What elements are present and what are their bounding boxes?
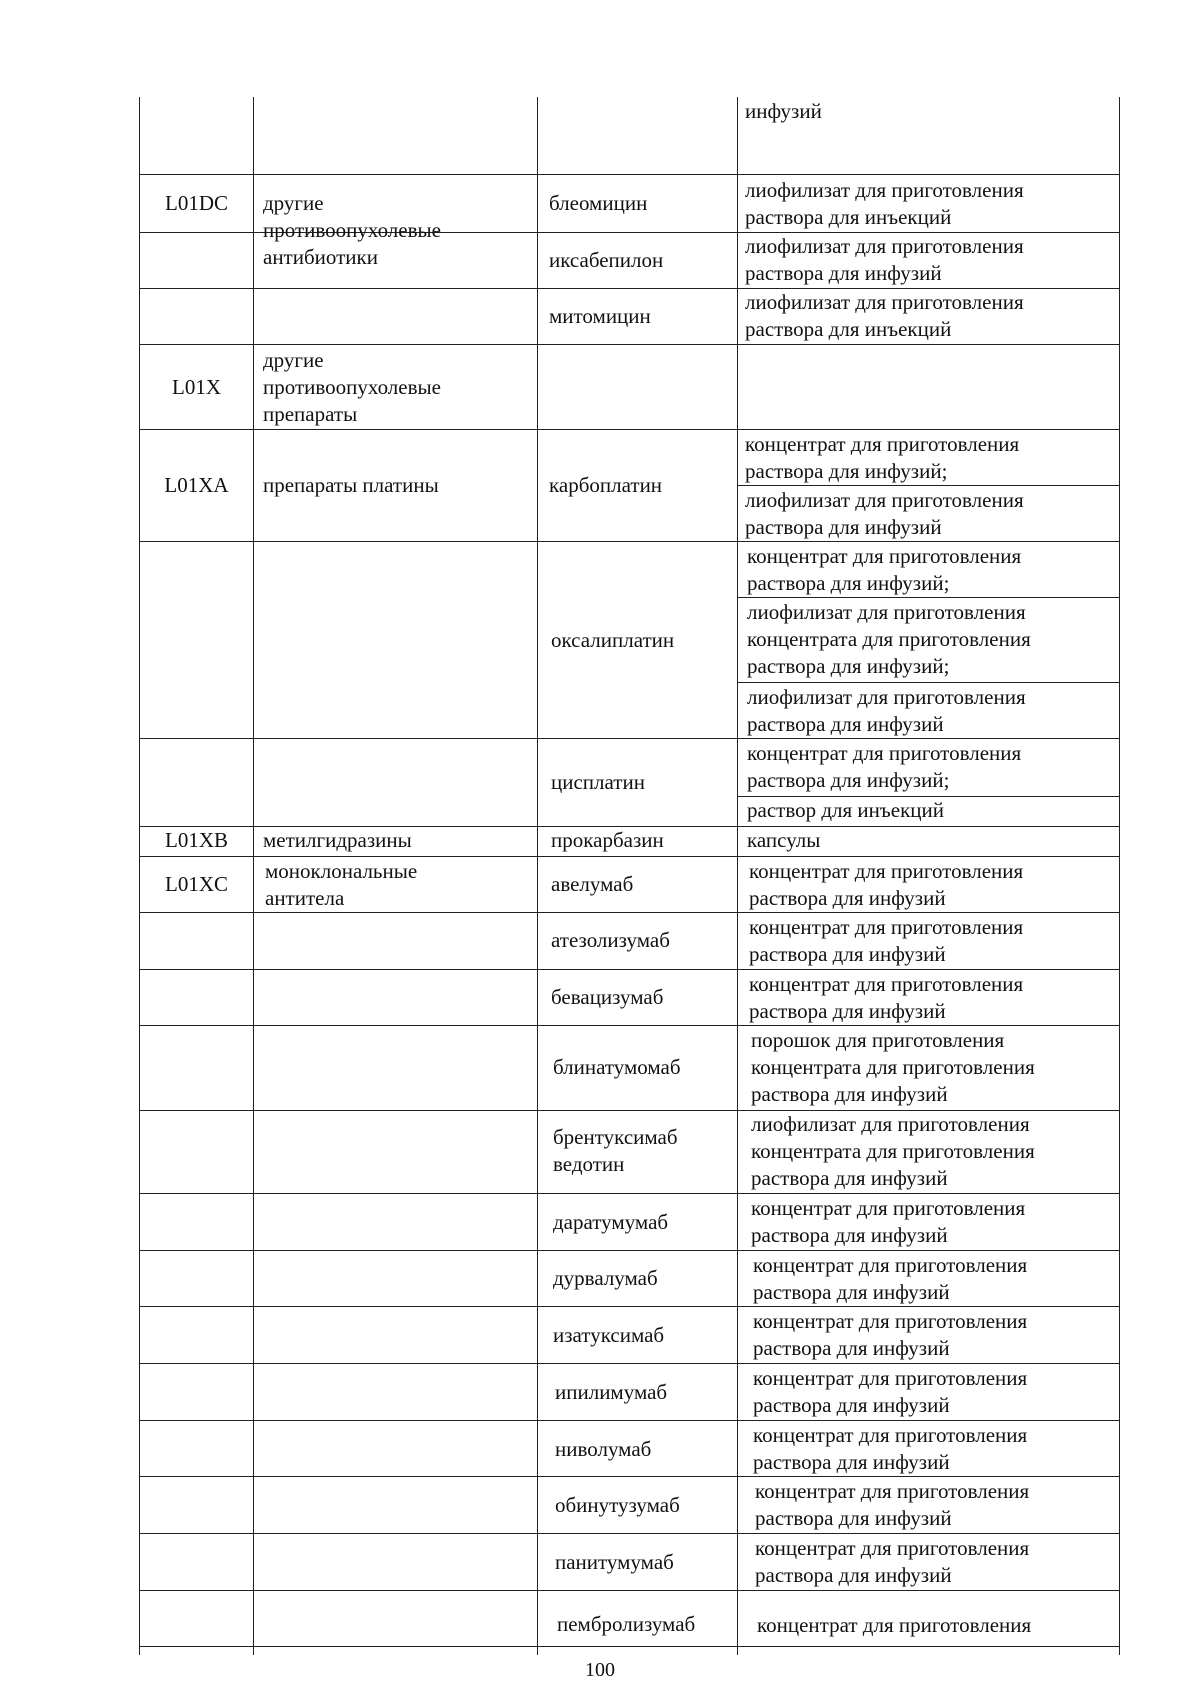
drug-name: ниволумаб — [555, 1437, 652, 1461]
dosage-form: концентрат для приготовления раствора для инфузий — [753, 1423, 1028, 1474]
group-name: препараты платины — [263, 473, 439, 497]
dosage-form: концентрат для приготовления раствора для инфузий; — [747, 544, 1022, 595]
dosage-form: лиофилизат для приготовления концентрата для приготовления раствора для инфузий — [751, 1112, 1035, 1190]
row-border — [139, 1250, 1120, 1251]
dosage-form: лиофилизат для приготовления раствора для инъекций — [745, 290, 1024, 341]
group-name: моноклональные антитела — [265, 859, 418, 910]
drug-name: митомицин — [549, 304, 651, 328]
dosage-form: лиофилизат для приготовления раствора для инфузий — [745, 488, 1024, 539]
row-border — [139, 1590, 1120, 1591]
dosage-form: концентрат для приготовления раствора для инфузий — [751, 1196, 1026, 1247]
atc-code: L01XA — [164, 473, 229, 497]
row-border — [139, 429, 1120, 430]
atc-code: L01XB — [165, 828, 228, 852]
row-border — [139, 174, 1120, 175]
group-name: метилгидразины — [263, 828, 412, 852]
row-border — [139, 1025, 1120, 1026]
form-subrow-border — [737, 597, 1120, 598]
drug-name: дурвалумаб — [553, 1266, 658, 1290]
group-name: другие противоопухолевые препараты — [263, 348, 441, 426]
row-border — [139, 1363, 1120, 1364]
dosage-form: концентрат для приготовления раствора для инфузий — [755, 1479, 1030, 1530]
row-border — [139, 1193, 1120, 1194]
atc-code: L01DC — [165, 191, 228, 215]
dosage-form: концентрат для приготовления раствора для инфузий — [753, 1309, 1028, 1360]
drug-name: прокарбазин — [551, 828, 664, 852]
dosage-form: концентрат для приготовления раствора для инфузий — [755, 1536, 1030, 1587]
dosage-form: раствор для инъекций — [747, 798, 944, 822]
drug-name: оксалиплатин — [551, 628, 675, 652]
dosage-form: концентрат для приготовления — [757, 1613, 1032, 1637]
row-border — [139, 1306, 1120, 1307]
dosage-form: концентрат для приготовления раствора для инфузий — [749, 859, 1024, 910]
dosage-form: лиофилизат для приготовления концентрата для приготовления раствора для инфузий; — [747, 600, 1031, 678]
dosage-form: инфузий — [745, 99, 822, 123]
drug-name: панитумумаб — [555, 1550, 674, 1574]
drug-name: брентуксимаб ведотин — [553, 1125, 678, 1176]
column-divider-group-drug — [537, 97, 538, 1655]
form-subrow-border — [737, 485, 1120, 486]
row-border — [139, 969, 1120, 970]
drug-name: бевацизумаб — [551, 985, 664, 1009]
table-border-bottom — [139, 1646, 1120, 1647]
drug-name: изатуксимаб — [553, 1323, 665, 1347]
drug-name: авелумаб — [551, 872, 634, 896]
drug-name: цисплатин — [551, 770, 645, 794]
drug-name: карбоплатин — [549, 473, 663, 497]
drug-name: пембролизумаб — [557, 1612, 696, 1636]
table-border-right — [1119, 97, 1120, 1655]
dosage-form: лиофилизат для приготовления раствора для инъекций — [745, 178, 1024, 229]
form-subrow-border — [737, 682, 1120, 683]
dosage-form: концентрат для приготовления раствора для инфузий; — [745, 432, 1020, 483]
dosage-form: концентрат для приготовления раствора для инфузий; — [747, 741, 1022, 792]
dosage-form: концентрат для приготовления раствора для инфузий — [753, 1253, 1028, 1304]
row-border — [139, 1476, 1120, 1477]
group-name: другие противоопухолевые антибиотики — [263, 191, 441, 269]
drug-name: даратумумаб — [553, 1210, 669, 1234]
row-border — [139, 541, 1120, 542]
dosage-form: лиофилизат для приготовления раствора для инфузий — [745, 234, 1024, 285]
drug-name: обинутузумаб — [555, 1493, 680, 1517]
drug-name: блеомицин — [549, 191, 648, 215]
drug-name: ипилимумаб — [555, 1380, 668, 1404]
drug-name: иксабепилон — [549, 248, 664, 272]
column-divider-code-group — [253, 97, 254, 1655]
dosage-form: концентрат для приготовления раствора для инфузий — [749, 915, 1024, 966]
dosage-form: концентрат для приготовления раствора для инфузий — [753, 1366, 1028, 1417]
dosage-form: лиофилизат для приготовления раствора для инфузий — [747, 685, 1026, 736]
row-border — [139, 1420, 1120, 1421]
atc-code: L01X — [172, 375, 221, 399]
page-number: 100 — [585, 1659, 615, 1681]
row-border — [139, 738, 1120, 739]
dosage-form: концентрат для приготовления раствора для инфузий — [749, 972, 1024, 1023]
drug-name: блинатумомаб — [553, 1055, 681, 1079]
row-border — [139, 856, 1120, 857]
row-border — [139, 1533, 1120, 1534]
row-border — [139, 912, 1120, 913]
atc-code: L01XC — [165, 872, 228, 896]
row-border — [139, 344, 1120, 345]
column-divider-drug-form — [737, 97, 738, 1655]
drug-name: атезолизумаб — [551, 928, 670, 952]
dosage-form: порошок для приготовления концентрата для приготовления раствора для инфузий — [751, 1028, 1035, 1106]
dosage-form: капсулы — [747, 828, 821, 852]
